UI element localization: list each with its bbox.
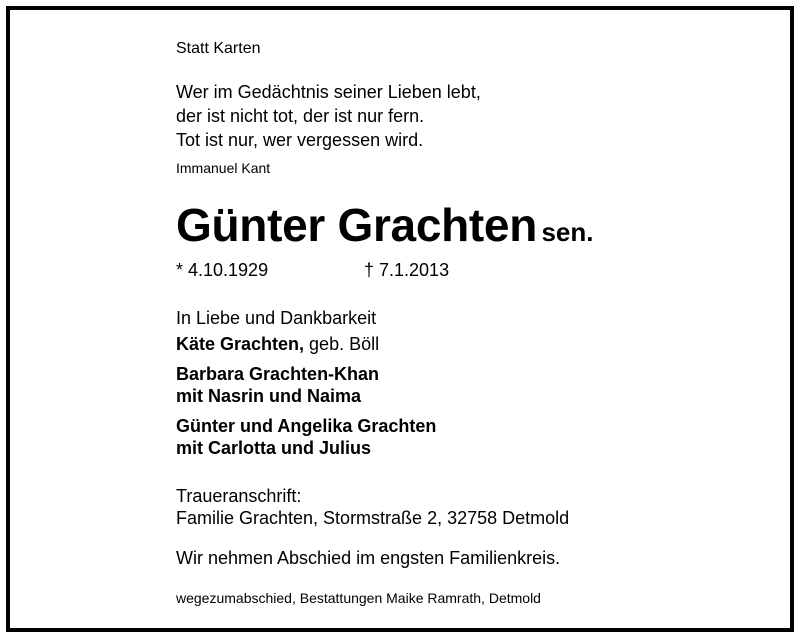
birth-date: * 4.10.1929 [176, 260, 269, 280]
quote-author: Immanuel Kant [176, 160, 271, 176]
deceased-name-suffix: sen. [541, 217, 594, 247]
intro-text: Statt Karten [176, 40, 261, 57]
mourners-intro: In Liebe und Dankbarkeit [176, 308, 377, 328]
address-value: Familie Grachten, Stormstraße 2, 32758 Detmold [176, 508, 570, 528]
address-label: Traueranschrift: [176, 486, 302, 506]
quote-line-2: der ist nicht tot, der ist nur fern. [176, 106, 425, 126]
obituary-frame [6, 6, 794, 632]
family-2-line-1: Günter und Angelika Grachten [176, 416, 437, 436]
death-date: † 7.1.2013 [364, 260, 450, 280]
spouse-line [176, 332, 379, 356]
deceased-name-heading [176, 198, 594, 252]
spouse-name: Käte Grachten, [176, 334, 305, 354]
quote-line-3: Tot ist nur, wer vergessen wird. [176, 130, 424, 150]
footer-credit: wegezumabschied, Bestattungen Maike Ramrath, Detmold [176, 590, 541, 606]
notice-text: Wir nehmen Abschied im engsten Familienkreis. [176, 548, 561, 568]
deceased-name: Günter Grachten [176, 199, 538, 251]
quote-line-1: Wer im Gedächtnis seiner Lieben lebt, [176, 82, 481, 102]
spouse-maiden-name: geb. Böll [304, 334, 380, 354]
family-1-line-1: Barbara Grachten-Khan [176, 364, 380, 384]
family-2-line-2: mit Carlotta und Julius [176, 438, 372, 458]
family-1-line-2: mit Nasrin und Naima [176, 386, 362, 406]
